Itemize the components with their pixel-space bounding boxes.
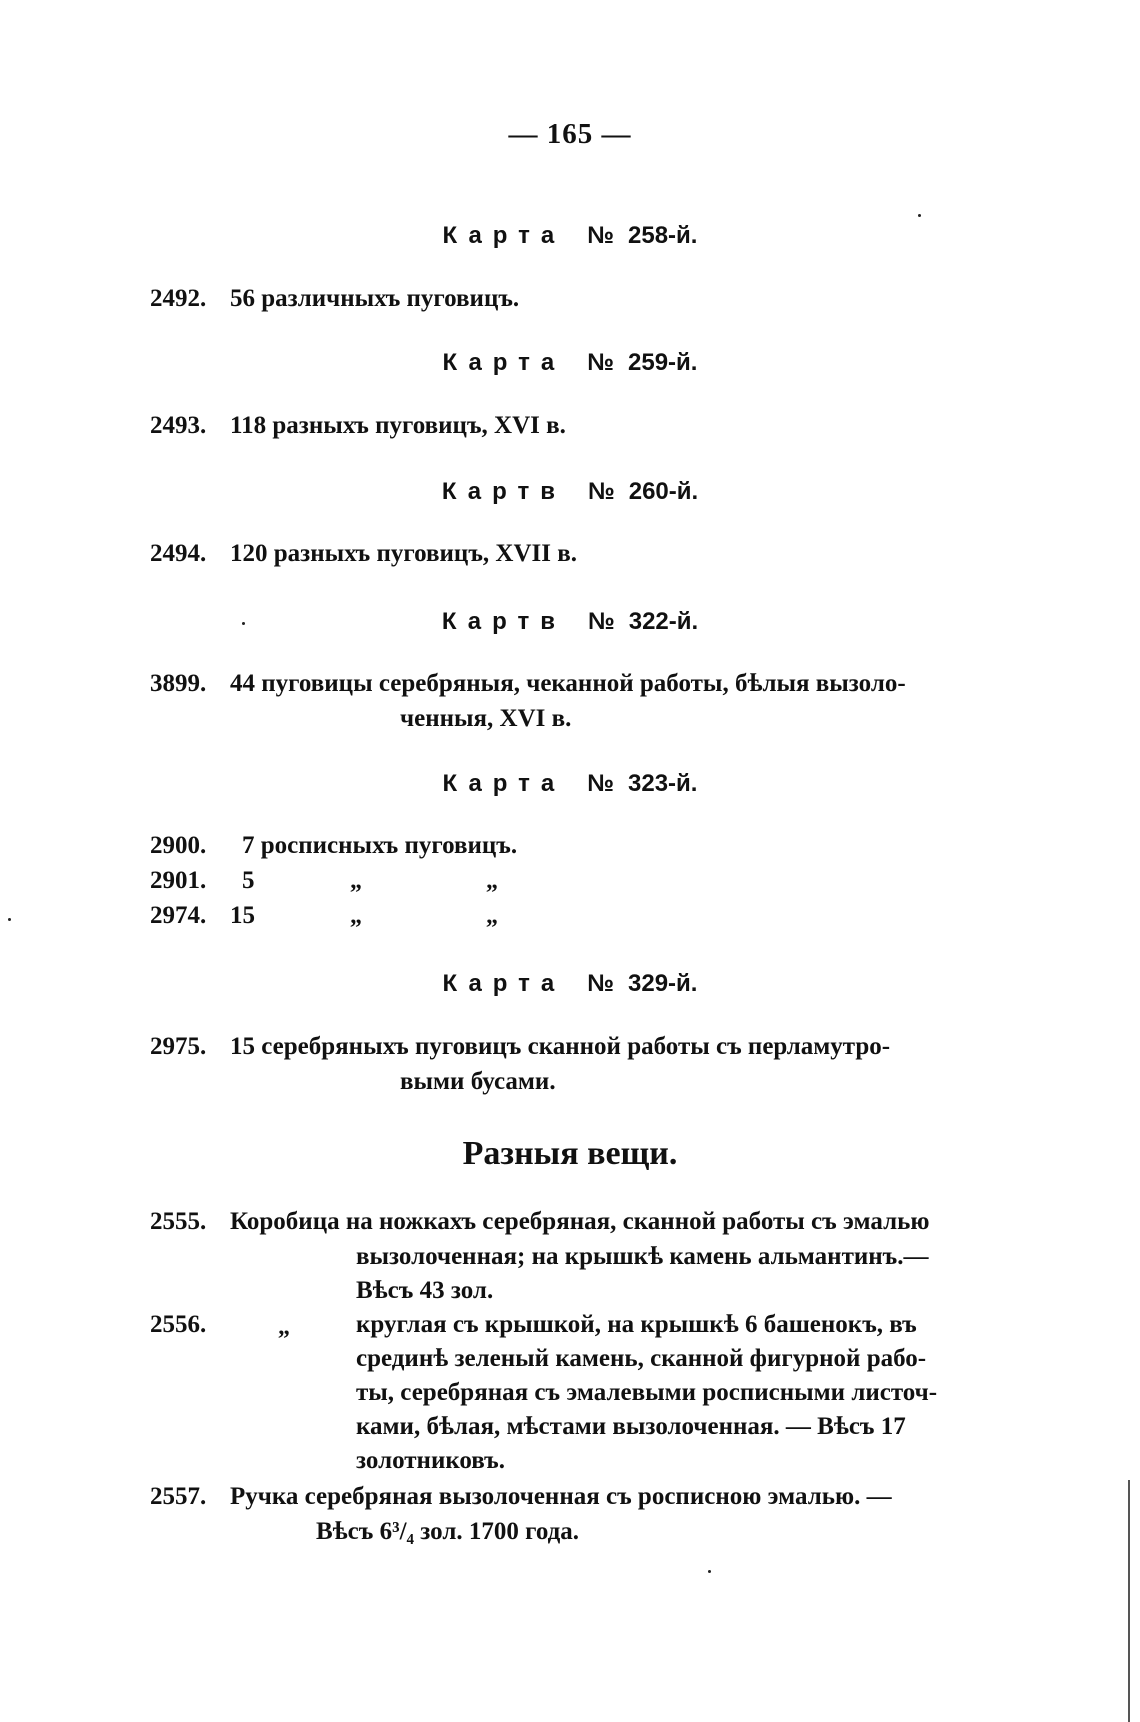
entry-2556-line3: ты, серебряная съ эмалевыми росписными листоч- bbox=[356, 1379, 938, 1406]
card-number: 258-й. bbox=[628, 222, 698, 249]
card-number: 260-й. bbox=[628, 478, 699, 505]
entry-2556-line5: золотниковъ. bbox=[356, 1447, 506, 1474]
section-title: Разныя вещи. bbox=[462, 1135, 678, 1172]
number-sign: № bbox=[587, 478, 615, 505]
card-heading-260 bbox=[0, 478, 1140, 506]
page-edge-line bbox=[1128, 1480, 1130, 1722]
card-number: 329-й. bbox=[628, 970, 698, 997]
scan-speck bbox=[708, 1570, 711, 1573]
entry-2555-line2: вызолоченная; на крышкѣ камень альмантинъ.— bbox=[356, 1243, 929, 1270]
entry-3899-continuation: ченныя, XVI в. bbox=[400, 705, 572, 732]
card-heading-322 bbox=[0, 608, 1140, 636]
card-number: 259-й. bbox=[628, 349, 698, 376]
number-sign: № bbox=[587, 770, 615, 797]
number-sign: № bbox=[587, 970, 615, 997]
entry-2556-line2: срединѣ зеленый камень, сканной фигурной рабо- bbox=[356, 1345, 927, 1372]
entry-2555-line3: Вѣсъ 43 зол. bbox=[356, 1277, 494, 1304]
document-page: — 165 — Карта № 258-й. 2492. 56 различныхъ пуговицъ. Карта № 259-й. 2493. 118 разныхъ пуговицъ, XVI в. Картв № 260-й. 2494. 120 разныхъ пуговицъ, XVII в. Картв № 322-й. 3899. 44 пуговицы серебряныя, чеканной работы, бѣлыя вызоло- ченныя, XVI в. Карта № 323-й. 2900. 7 росписныхъ пуговицъ. 2901. 5 „ „ 2974. 15 „ „ Карта № 329-й. 2975. 15 серебряныхъ пуговицъ сканной работы съ перламутро- выми бусами. Разныя вещи. 2555. Коробица на ножкахъ серебряная, сканной работы съ эмалью вызолоченная; на крышкѣ камень альмантинъ.— Вѣсъ 43 зол. 2556. „ круглая съ крышкой, на крышкѣ 6 башенокъ, въ срединѣ зеленый камень, сканной фигурной рабо- ты, серебряная съ эмалевыми росписными листоч- ками, бѣлая, мѣстами вызолоченная. — Вѣсъ 17 золотниковъ. 2557. Ручка серебряная вызолоченная съ росписною эмалью. — Вѣсъ 6³/₄ зол. 1700 года. bbox=[0, 0, 1140, 1722]
ditto-mark: „ bbox=[350, 903, 362, 929]
card-heading-word: Картв bbox=[441, 608, 566, 635]
card-heading-323 bbox=[0, 770, 1140, 798]
card-heading-258 bbox=[0, 222, 1140, 250]
card-heading-word: Карта bbox=[442, 770, 566, 797]
card-heading-word: Карта bbox=[442, 222, 566, 249]
scan-speck bbox=[242, 622, 245, 625]
page-number: — 165 — bbox=[508, 118, 632, 150]
number-sign: № bbox=[587, 349, 615, 376]
scan-speck bbox=[8, 918, 11, 921]
card-heading-259 bbox=[0, 349, 1140, 377]
ditto-mark: „ bbox=[350, 868, 362, 894]
card-heading-329 bbox=[0, 970, 1140, 998]
number-sign: № bbox=[587, 608, 615, 635]
entry-2556-line1: круглая съ крышкой, на крышкѣ 6 башенокъ, въ bbox=[356, 1311, 917, 1338]
number-sign: № bbox=[587, 222, 615, 249]
entry-2557-line2: Вѣсъ 6³/₄ зол. 1700 года. bbox=[316, 1518, 580, 1545]
entry-2975-continuation: выми бусами. bbox=[400, 1068, 556, 1095]
card-heading-word: Карта bbox=[442, 970, 566, 997]
ditto-mark: „ bbox=[486, 903, 498, 929]
entry-2556-line4: ками, бѣлая, мѣстами вызолоченная. — Вѣсъ 17 bbox=[356, 1413, 906, 1440]
card-number: 323-й. bbox=[628, 770, 698, 797]
ditto-mark: „ bbox=[486, 868, 498, 894]
ditto-mark: „ bbox=[278, 1314, 290, 1340]
card-number: 322-й. bbox=[628, 608, 699, 635]
card-heading-word: Картв bbox=[441, 478, 566, 505]
scan-speck bbox=[918, 214, 921, 217]
card-heading-word: Карта bbox=[442, 349, 566, 376]
